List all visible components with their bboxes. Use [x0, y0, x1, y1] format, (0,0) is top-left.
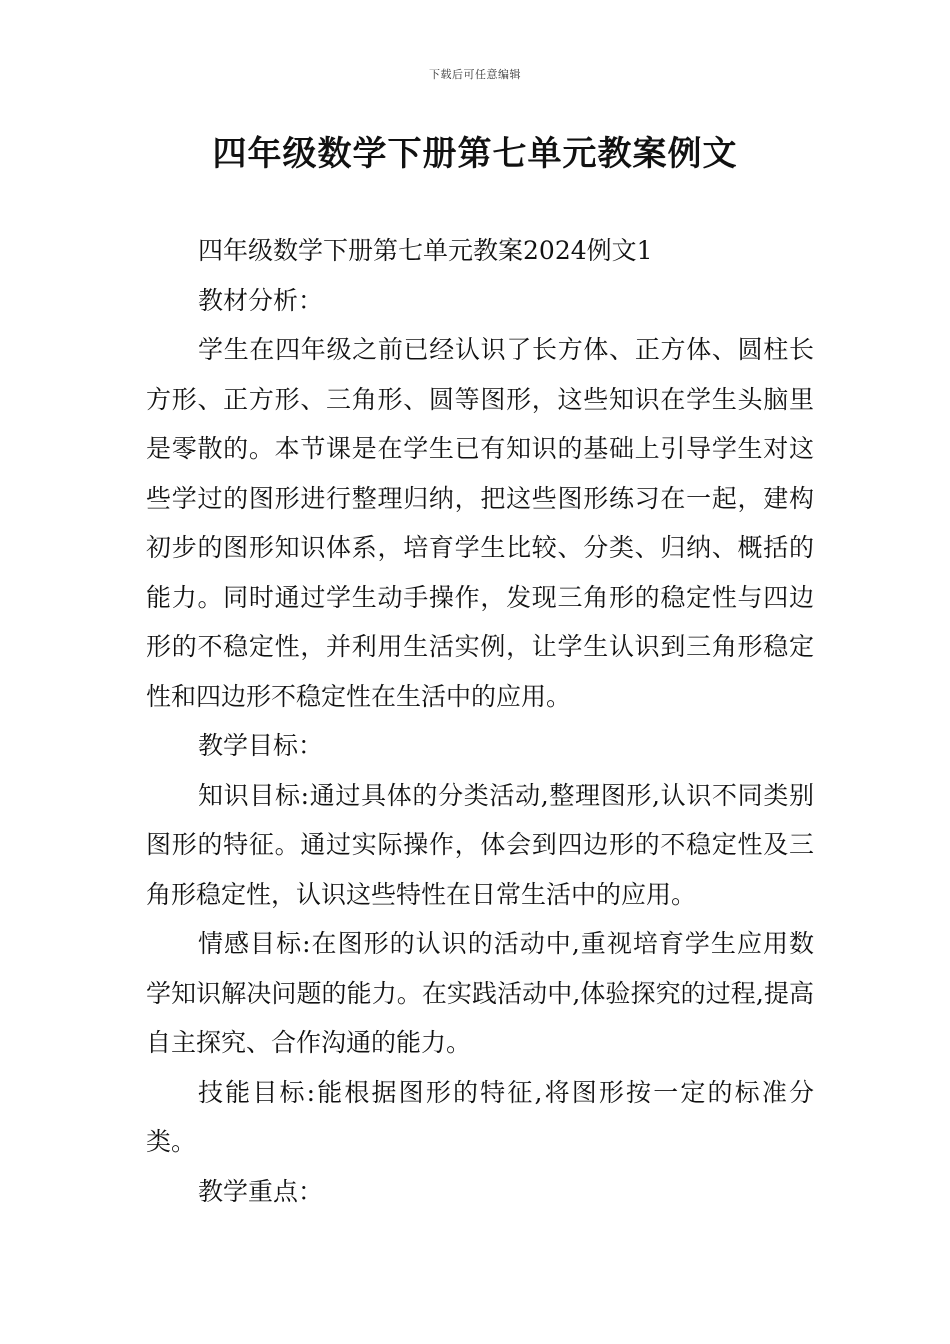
paragraph-heading-teaching-focus: 教学重点： [198, 1176, 324, 1206]
document-title: 四年级数学下册第七单元教案例文 [212, 134, 738, 174]
paragraph-heading-material-analysis: 教材分析： [198, 285, 324, 315]
paragraph-emotion-goal: 情感目标:在图形的认识的活动中,重视培育学生应用数学知识解决问题的能力。在实践活动中,体验探究的过程,提高自主探究、合作沟通的能力。 [146, 929, 814, 1057]
header-note: 下载后可任意编辑 [429, 68, 521, 81]
paragraph-knowledge-goal: 知识目标:通过具体的分类活动,整理图形,认识不同类别图形的特征。通过实际操作，体会到四边形的不稳定性及三角形稳定性，认识这些特性在日常生活中的应用。 [146, 780, 814, 909]
paragraph-skill-goal: 技能目标:能根据图形的特征,将图形按一定的标准分类。 [146, 1077, 814, 1156]
paragraph-material-analysis: 学生在四年级之前已经认识了长方体、正方体、圆柱长方形、正方形、三角形、圆等图形，这些知识在学生头脑里是零散的。本节课是在学生已有知识的基础上引导学生对这些学过的图形进行整理归纳，把这些图形练习在一起，建构初步的图形知识体系，培育学生比较、分类、归纳、概括的能力。同时通过学生动手操作，发现三角形的稳定性与四边形的不稳定性，并利用生活实例，让学生认识到三角形稳定性和四边形不稳定性在生活中的应用。 [146, 335, 814, 711]
document-body [146, 226, 814, 1216]
paragraph-heading-teaching-goals: 教学目标： [198, 731, 324, 760]
paragraph-subtitle: 四年级数学下册第七单元教案2024例文1 [198, 236, 653, 265]
